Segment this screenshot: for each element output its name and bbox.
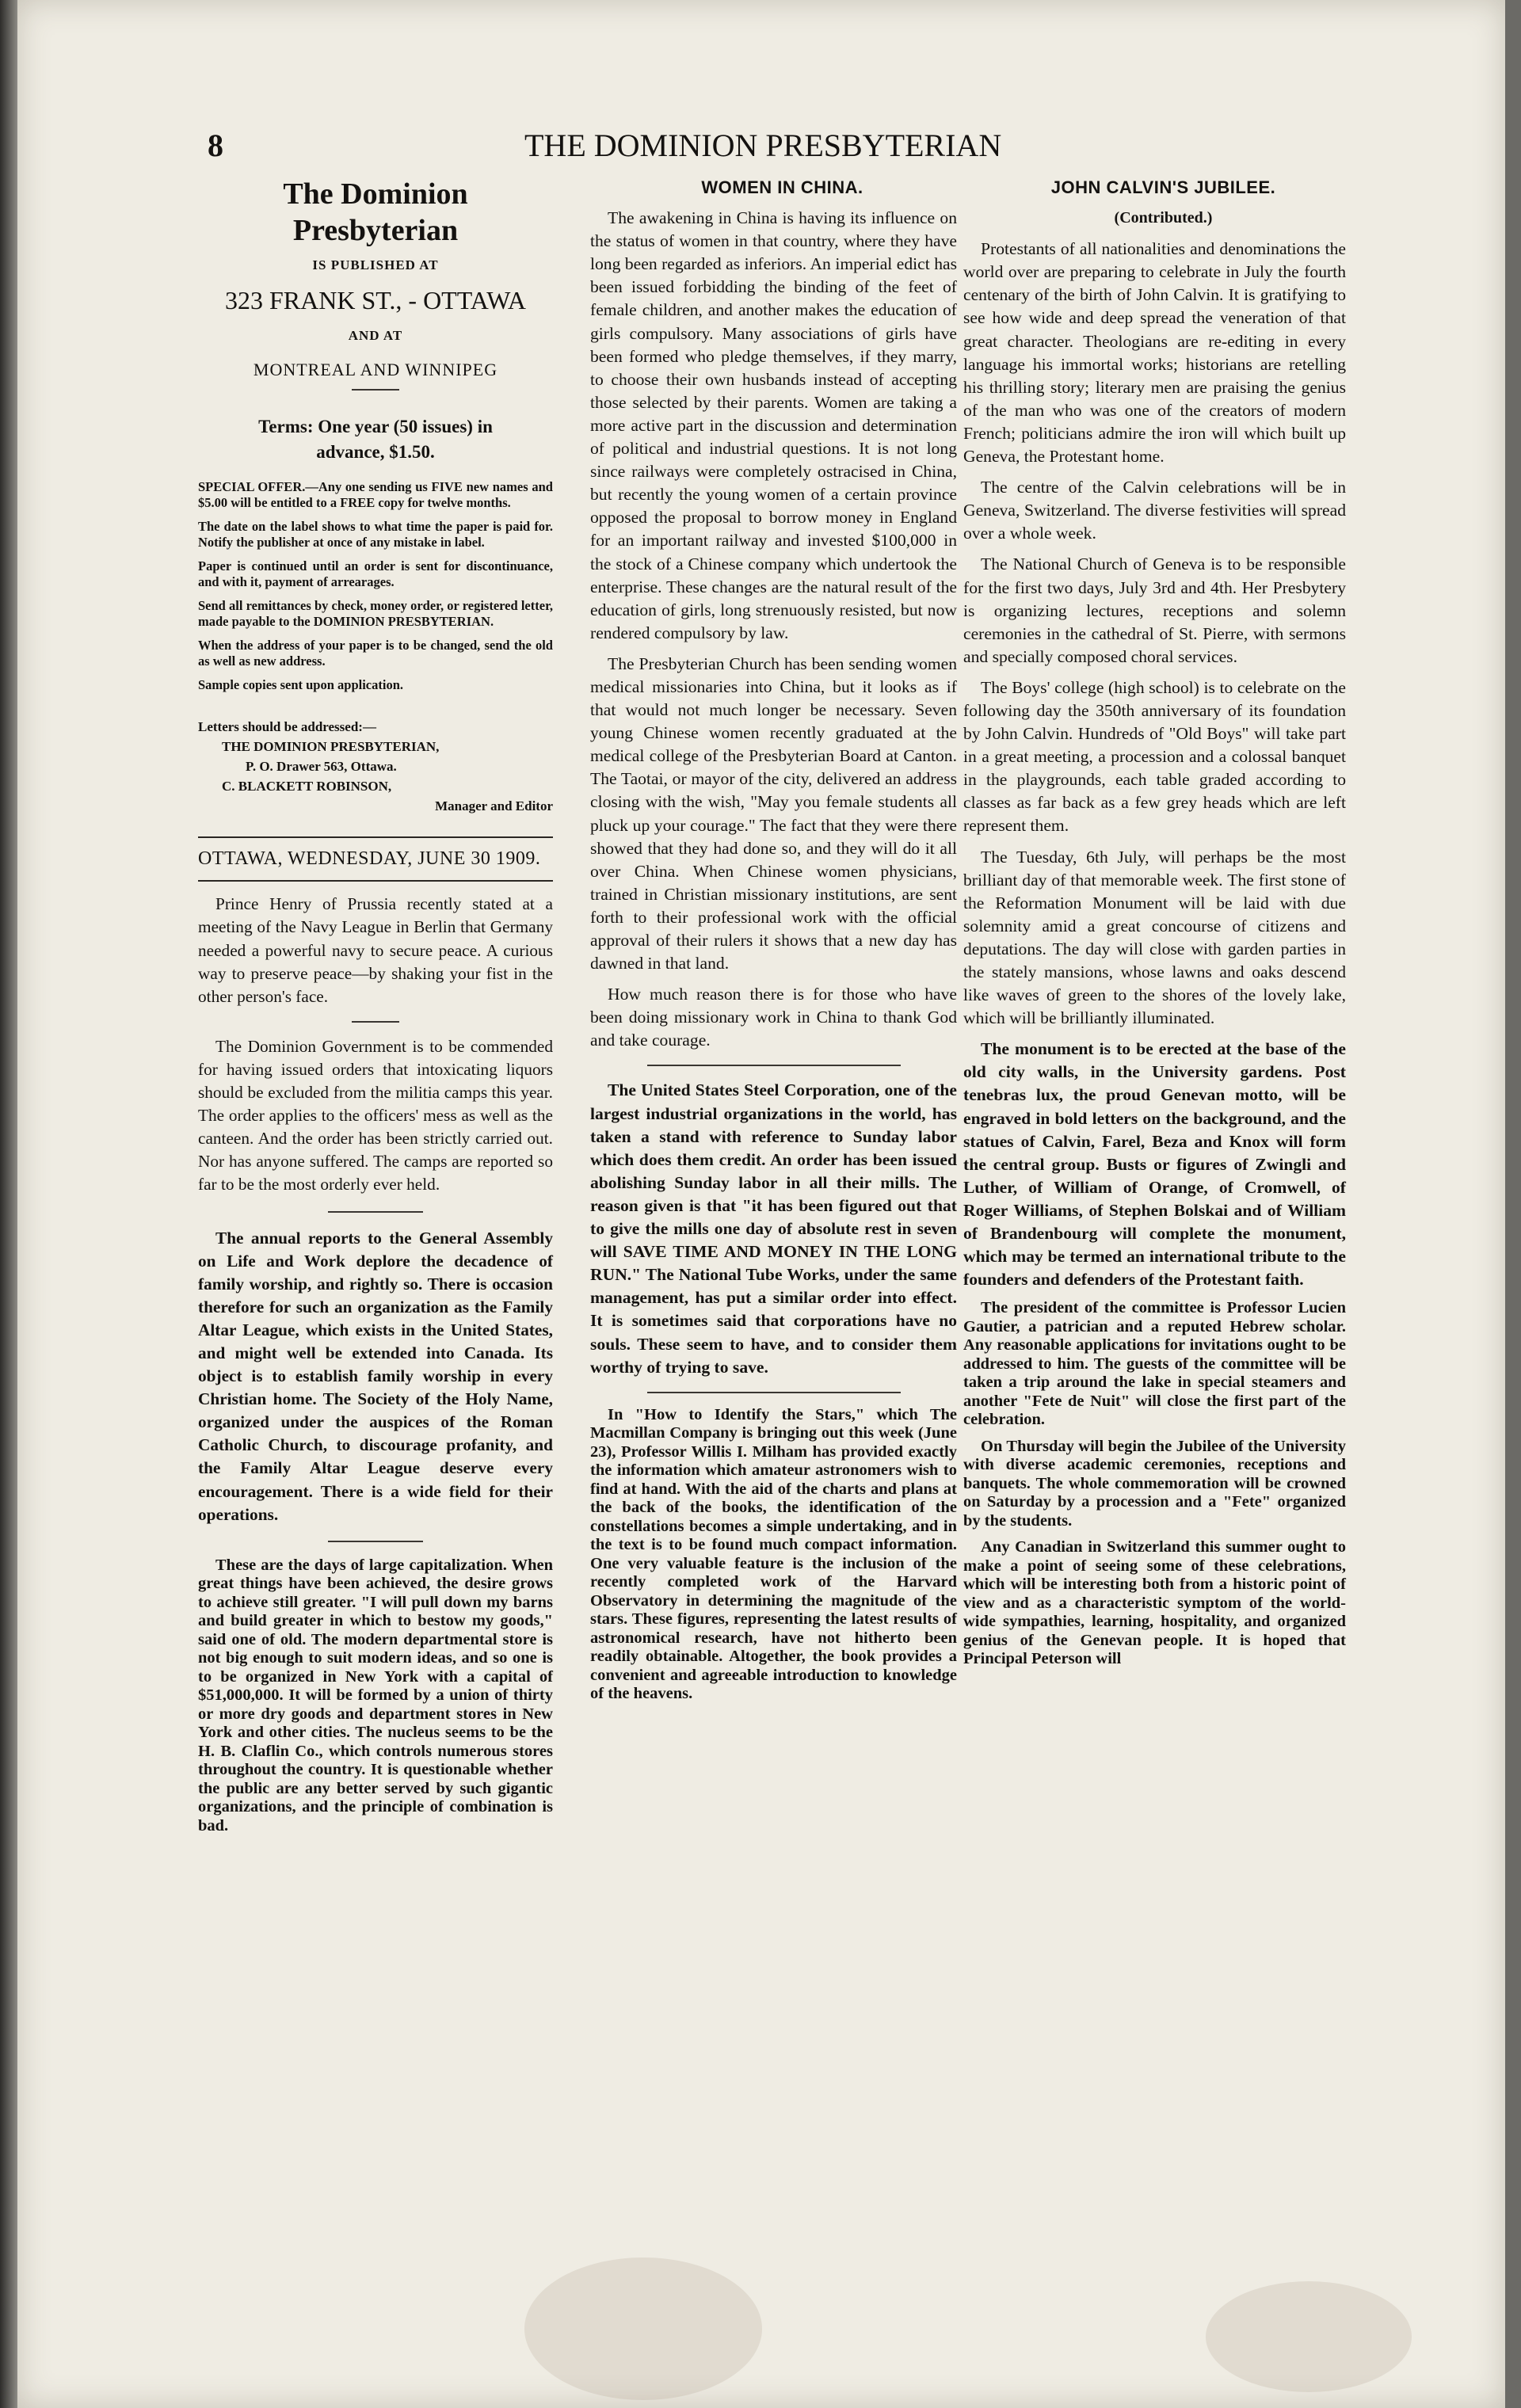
article-paragraph: The Tuesday, 6th July, will perhaps be the most brilliant day of that memorable week. The first stone of the Reformation Monument will be laid with due solemnity amid a great concourse of citizens and deputations. The day will close with garden parties in the stately mansions, whose lawns and oaks descend like waves of green to the shores of the lovely lake, which will be brilliantly illuminated.	[963, 847, 1346, 1028]
masthead-published-at: IS PUBLISHED AT	[312, 257, 439, 272]
divider	[328, 1211, 423, 1213]
letters-to: Letters should be addressed:—	[198, 719, 376, 735]
divider	[647, 1065, 901, 1066]
editorial-paragraph: Prince Henry of Prussia recently stated at a meeting of the Navy League in Berlin that Germany needed a powerful navy to secure peace. A curious way to preserve peace—by shaking your fist in the other person's face.	[198, 894, 553, 1006]
article-paragraph: Any Canadian in Switzerland this summer ought to make a point of seeing some of these celebrations, which will be interesting both from a historic point of view and as a characteristic symptom of the world-wide sympathies, learning, hospitality, and organized genius of the Genevan people. It is hoped that Principal Peterson will	[963, 1538, 1346, 1668]
article-paragraph: How much reason there is for those who have been doing missionary work in China to thank God and take courage.	[590, 985, 957, 1050]
masthead-cities: MONTREAL AND WINNIPEG	[253, 360, 498, 380]
editorial-paragraph: The annual reports to the General Assembly on Life and Work deplore the decadence of family worship, and rightly so. There is occasion therefore for such an organization as the Family Altar League, which exists in the United States, and might well be extended into Canada. Its object is to establish family worship in every Christian home. The Society of the Holy Name, organized under the auspices of the Roman Catholic Church, to discourage profanity, and the Family Altar League deserve every encouragement. There is a wide field for their operations.	[198, 1228, 553, 1524]
dateline: OTTAWA, WEDNESDAY, JUNE 30 1909.	[198, 848, 541, 870]
page-number: 8	[208, 128, 223, 163]
editorial-paragraph: These are the days of large capitalization. When great things have been achieved, the desire grows to achieve still greater. "I will pull down my barns and build greater in which to bestow my goods," said one of old. The modern departmental store is not big enough to suit modern ideas, and so one is to be organized in New York with a capital of $51,000,000. It will be formed by a union of thirty or more dry goods and department stores in New York and other cities. The nucleus seems to be the H. B. Claflin Co., which controls numerous stores throughout the country. It is questionable whether the public are any better served by such gigantic organizations, and the principle of combination is bad.	[198, 1556, 553, 1835]
article-subheading: (Contributed.)	[1114, 209, 1213, 227]
article-paragraph: Protestants of all nationalities and denominations the world over are preparing to celebrate in July the fourth centenary of the birth of John Calvin. It is gratifying to see how wide and deep spread the veneration of that great character. Theologians are re-editing in every language his immortal works; historians are retelling his thrilling story; literary men are praising the genius of the man who was one of the creators of modern French; politicians admire the iron will which built up Geneva, the Protestant home.	[963, 239, 1346, 467]
divider	[198, 836, 553, 838]
manager-title: Manager and Editor	[435, 798, 553, 814]
letters-box: P. O. Drawer 563, Ottawa.	[246, 759, 397, 775]
notice-continuance: Paper is continued until an order is sent for discontinuance, and with it, payment of arrearages.	[198, 558, 553, 590]
notice-special-offer: SPECIAL OFFER.—Any one sending us FIVE new names and $5.00 will be entitled to a FREE copy for twelve months.	[198, 479, 553, 511]
masthead-name: The Dominion Presbyterian	[283, 177, 468, 247]
article-paragraph: The Boys' college (high school) is to celebrate on the following day the 350th anniversary of its foundation by John Calvin. Hundreds of "Old Boys" will take part in a great meeting, a procession and a colossal banquet in the playgrounds, each table graded according to classes as far back as a few grey heads which are left represent them.	[963, 677, 1346, 836]
article-paragraph: The Presbyterian Church has been sending women medical missionaries into China, but it looks as if that would not much longer be necessary. Seven young Chinese women recently graduated at the medical college of the Presbyterian Board at Canton. The Taotai, or mayor of the city, delivered an address closing with the wish, "May you female students all pluck up your courage." The fact that they were there showed that they had done so, and they will do it all over China. When Chinese women physicians, trained in Christian missionary institutions, are sent forth to their professional work with the official approval of their rulers it shows that a new day has dawned in that land.	[590, 653, 957, 973]
divider	[352, 1021, 399, 1023]
editorial-notes	[198, 893, 553, 1835]
terms-line-2: advance, $1.50.	[316, 442, 435, 463]
notice-remittances: Send all remittances by check, money order, or registered letter, made payable to the DOMINION PRESBYTERIAN.	[198, 598, 553, 630]
editorial-paragraph: The Dominion Government is to be commended for having issued orders that intoxicating liquors should be excluded from the militia camps this year. The order applies to the officers' mess as well as the canteen. And the order has been strictly carried out. Nor has anyone suffered. The camps are reported so far to be the most orderly ever held.	[198, 1036, 553, 1194]
running-title: THE DOMINION PRESBYTERIAN	[524, 128, 1002, 163]
article-heading: JOHN CALVIN'S JUBILEE.	[1050, 177, 1276, 197]
divider	[352, 389, 399, 391]
divider	[198, 880, 553, 882]
column-3	[963, 176, 1346, 1677]
manager-name: C. BLACKETT ROBINSON,	[222, 779, 392, 794]
divider	[328, 1541, 423, 1542]
notice-address-change: When the address of your paper is to be changed, send the old as well as new address.	[198, 638, 553, 669]
notice-sample-copies: Sample copies sent upon application.	[198, 677, 404, 693]
article-paragraph: The National Church of Geneva is to be responsible for the first two days, July 3rd and 4th. Her Presbytery is organizing lectures, receptions and solemn ceremonies in the cathedral of St. Pierre, with sermons and specially composed choral services.	[963, 554, 1346, 666]
letters-name: THE DOMINION PRESBYTERIAN,	[222, 739, 440, 755]
column-2	[590, 176, 957, 1712]
column-1	[198, 176, 553, 1843]
notice-label-date: The date on the label shows to what time the paper is paid for. Notify the publisher at once of any mistake in label.	[198, 519, 553, 551]
paper-stain	[1206, 2281, 1412, 2392]
article-paragraph: The monument is to be erected at the base of the old city walls, in the University gardens. Post tenebras lux, the proud Genevan motto, will be engraved in bold letters on the background, and the statues of Calvin, Farel, Beza and Knox will form the central group. Busts or figures of Zwingli and Luther, of William of Orange, of Cromwell, of Roger Williams, of Stephen Bolskai and of William of Brandenbourg will complete the monument, which may be termed an international tribute to the founders and defenders of the Protestant faith.	[963, 1039, 1346, 1290]
article-heading: WOMEN IN CHINA.	[701, 177, 863, 197]
article-paragraph: In "How to Identify the Stars," which The Macmillan Company is bringing out this week (June 23), Professor Willis I. Milham has provided exactly the information which amateur astronomers wish to find at hand. With the aid of the charts and plans at the back of the books, the identification of the constellations becomes a simple undertaking, and in the text is to be found much compact information. One very valuable feature is the inclusion of the recently completed work of the Harvard Observatory in determining the magnitude of the stars. These figures, representing the latest results of astronomical research, have not hitherto been readily obtainable. Altogether, the book provides a convenient and agreeable introduction to knowledge of the heavens.	[590, 1405, 957, 1703]
article-paragraph: The awakening in China is having its influence on the status of women in that country, where they have long been regarded as inferiors. An imperial edict has been issued forbidding the binding of the feet of female children, and another makes the education of girls compulsory. Many associations of girls have been formed who pledge themselves, if they marry, to choose their own husbands instead of accepting those selected by their parents. Women are taking a more active part in the discussion and determination of political and industrial questions. It is not long since railways were completely ostracised in China, but recently the young women of a certain province opposed the proposal to borrow money in England for an important railway and invested $100,000 in the stock of a Chinese company which undertook the enterprise. These changes are the natural result of the education of girls, long strenuously resisted, but now rendered compulsory by law.	[590, 208, 957, 642]
divider	[647, 1392, 901, 1393]
article-paragraph: The United States Steel Corporation, one of the largest industrial organizations in the world, has taken a stand with reference to Sunday labor which does them credit. An order has been issued abolishing Sunday labor in all their mills. The reason given is that "it has been figured out that to give the mills one day of absolute rest in seven will SAVE TIME AND MONEY IN THE LONG RUN." The National Tube Works, under the same management, has put a similar order into effect. It is sometimes said that corporations have no souls. These seem to have, and to consider them worthy of trying to save.	[590, 1080, 957, 1377]
article-paragraph: The centre of the Calvin celebrations will be in Geneva, Switzerland. The diverse festivities will spread over a whole week.	[963, 478, 1346, 543]
page-header	[208, 127, 1000, 174]
publisher-notices	[198, 479, 553, 693]
subscription-terms	[198, 414, 553, 465]
correspondence-block	[198, 717, 553, 816]
terms-line-1: Terms: One year (50 issues) in	[258, 417, 493, 437]
paper-stain	[524, 2258, 762, 2400]
page-edge	[0, 0, 17, 2408]
masthead-and-at: AND AT	[348, 328, 403, 344]
article-paragraph: On Thursday will begin the Jubilee of the University with diverse academic ceremonies, receptions and banquets. The whole commemoration will be crowned on Saturday by a procession and a "Fete" organized by the students.	[963, 1437, 1346, 1530]
masthead-address: 323 FRANK ST., - OTTAWA	[224, 286, 527, 315]
article-paragraph: The president of the committee is Professor Lucien Gautier, a patrician and a reputed Hebrew scholar. Any reasonable applications for invitations ought to be addressed to him. The guests of the committee will be taken a trip around the lake in special steamers and another "Fete de Nuit" will close the first part of the celebration.	[963, 1299, 1346, 1429]
